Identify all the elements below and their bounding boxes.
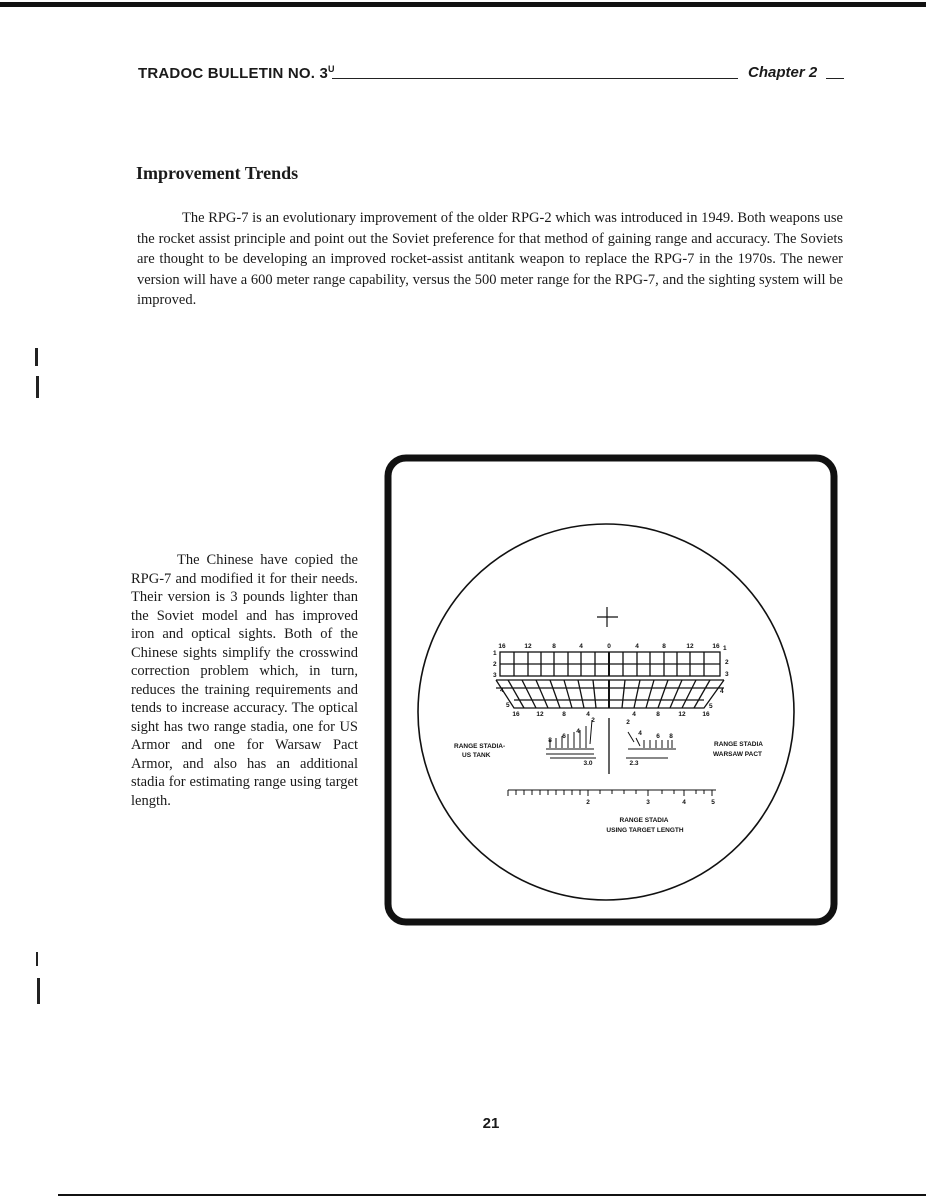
label-length-line1: RANGE STADIA [619,817,669,824]
length-scale-label: 3 [646,799,650,806]
row-number-right: 3 [725,671,729,678]
bulletin-title: TRADOC BULLETIN NO. 3 [138,65,329,82]
label-us-tank-line1: RANGE STADIA- [454,743,506,750]
top-scale-label: 12 [686,643,694,650]
stadia-warsaw-value: 2.3 [629,760,639,767]
optical-sight-figure [382,452,840,928]
bottom-scale [512,711,710,718]
bottom-scale-label: 16 [702,711,710,718]
row-number-right: 1 [723,645,727,652]
length-scale-label: 4 [682,799,686,806]
stadia-us-number: 2 [591,717,595,724]
bottom-scale-label: 4 [632,711,636,718]
length-scale-label: 5 [711,799,715,806]
row-number-right: 4 [720,688,724,695]
bottom-scale-label: 4 [586,711,590,718]
label-us-tank-line2: US TANK [462,752,491,759]
section-title: Improvement Trends [136,163,299,183]
stadia-us-tank [546,720,594,754]
row-number-right: 5 [709,703,713,710]
bottom-scale-label: 8 [562,711,566,718]
sight-reticle-svg [382,452,840,928]
margin-speck [35,348,38,366]
bulletin-superscript: U [328,64,335,74]
bottom-scale-label: 16 [512,711,520,718]
bottom-scale-label: 12 [536,711,544,718]
row-number-left: 4 [500,687,504,694]
stadia-warsaw-number: 2 [626,719,630,726]
top-scale-label: 8 [552,643,556,650]
stadia-warsaw-number: 8 [669,733,673,740]
header-rule [332,78,738,79]
margin-speck [36,952,38,966]
stadia-us-number: 6 [562,733,566,740]
header-tail-rule [826,78,844,79]
margin-speck [37,978,40,1004]
stadia-warsaw-number: 4 [638,730,642,737]
row-number-right: 2 [725,659,729,666]
stadia-us-value: 3.0 [583,760,593,767]
range-grid-upper [500,652,720,676]
sight-circle [418,524,794,900]
stadia-us-number: 4 [576,728,580,735]
row-number-left: 1 [493,650,497,657]
bottom-scale-label: 12 [678,711,686,718]
figure-frame [388,458,834,922]
bulletin-header [138,64,335,82]
top-rule [0,2,926,7]
top-scale-label: 16 [498,643,506,650]
length-scale-label: 2 [586,799,590,806]
top-scale-label: 4 [635,643,639,650]
top-scale-label: 0 [607,643,611,650]
stadia-us-numbers [548,717,595,744]
top-scale-label: 8 [662,643,666,650]
target-length-scale [508,790,716,796]
stadia-us-number: 8 [548,737,552,744]
main-paragraph: The RPG-7 is an evolutionary improvement of the older RPG-2 which was introduced in 1949. Both weapons use the rocket assist principle and point out the Soviet preference for that method of gaining range and accuracy. The Soviets are thought to be developing an improved rocket-assist antitank weapon to replace the RPG-7 in the 1970s. The newer version will have a 600 meter range capability, versus the 500 meter range for the RPG-7, and the sighting system will be improved. [137,210,843,309]
side-paragraph: The Chinese have copied the RPG-7 and modified it for their needs. Their version is 3 pounds lighter than the Soviet model and has improved iron and optical sights. Both of the Chinese sights simplify the crosswind correction problem which, in turn, reduces the training requirements and tends to increase accuracy. The optical sight has two range stadia, one for US Armor and one for Warsaw Pact Armor, and also has an additional stadia for estimating range using target length. [131,552,358,809]
top-scale-label: 4 [579,643,583,650]
row-number-left: 5 [506,702,510,709]
bottom-scale-label: 8 [656,711,660,718]
label-warsaw-line1: RANGE STADIA [714,741,763,748]
top-scale [498,643,720,650]
top-scale-label: 16 [712,643,720,650]
stadia-warsaw-numbers [626,719,673,740]
stadia-warsaw-number: 6 [656,733,660,740]
top-scale-label: 12 [524,643,532,650]
row-number-left: 3 [493,672,497,679]
page-number: 21 [482,1115,500,1132]
chapter-label: Chapter 2 [748,64,818,81]
margin-speck [36,376,39,398]
range-grid-lower [496,680,724,708]
row-number-left: 2 [493,661,497,668]
row-numbers-right [709,645,729,710]
label-warsaw-line2: WARSAW PACT [713,751,762,758]
bottom-rule [58,1194,926,1196]
label-length-line2: USING TARGET LENGTH [606,827,684,834]
